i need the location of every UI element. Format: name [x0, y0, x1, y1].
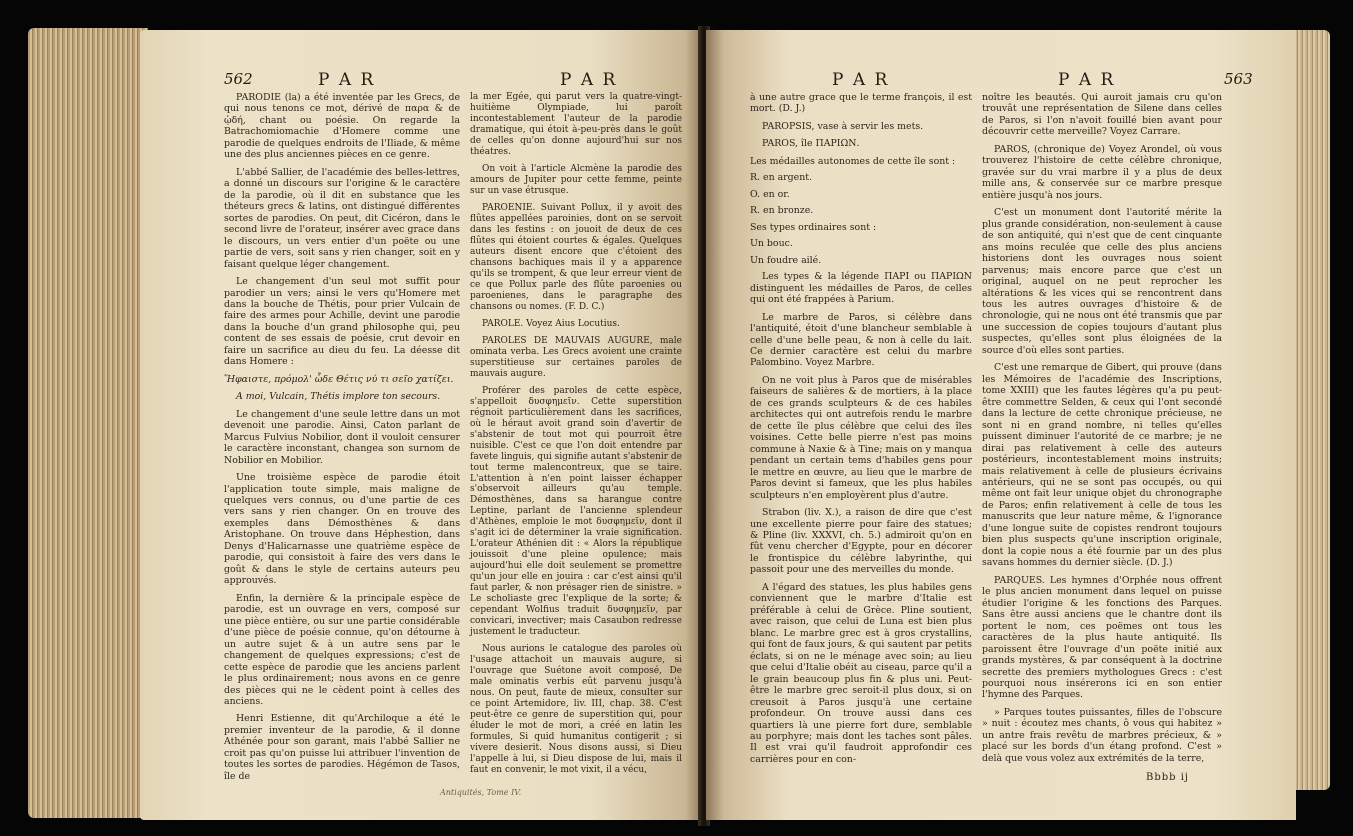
entry-parques: PARQUES. Les hymnes d'Orphée nous offrent le plus ancien monument dans lequel on puisse étudier l'origine & les fonctions des Parques. Sans être aussi anciens que le chantre dont ils portent le nom, ces poëmes ont tous les caractères de la plus haute antiquité. Ils paroissent être l'ouvrage d'un poëte initié aux grands mystères, & par conséquent à la doctrine secrette des premiers mythologues Grecs : c'est pourquoi nous insérerons ici en son entier l'hymne des Parques.: [982, 574, 1222, 701]
entry-parole: PAROLE. Voyez Aius Locutius.: [482, 318, 620, 329]
paragraph: Nous aurions le catalogue des paroles où l'usage attachoit un mauvais augure, si l'ouvrage que Suétone avoit composé, De male ominatis verbis eût parvenu jusqu'à nous. On peut, faute de mieux, consulter sur ce point Artemidore, liv. III, chap. 38. C'est peut-être ce genre de superstition qui, pour éluder le mot de mori, a créé en latin les formules, Si quid humanitus contigerit ; si vivere desierit. Nous disons aussi, si Dieu l'appelle à lui, si Dieu dispose de lui, mais il faut en convenir, le mot vixit, il a vécu,: [470, 644, 682, 776]
left-column-2: [470, 92, 682, 782]
list-item: Un bouc.: [750, 238, 793, 250]
right-column-1: [750, 92, 972, 771]
right-running-head-2: P A R: [1058, 70, 1116, 90]
paragraph: Henri Estienne, dit qu'Archiloque a été le premier inventeur de la parodie, & il donne Athénée pour son garant, mais l'abbé Sallier ne croit pas qu'on puisse lui attribuer l'invention de toutes les sortes de parodies. Hégémon de Tasos, île de: [224, 713, 460, 782]
left-running-head-1: P A R: [318, 70, 376, 90]
paragraph: à une autre grace que le terme françois, il est mort. (D. J.): [750, 92, 972, 115]
entry-paros-chronique: PAROS, (chronique de) Voyez Arondel, où vous trouverez l'histoire de cette célèbre chronique, gravée sur du vrai marbre il y a plus de deux mille ans, & conservée sur ce marbre presque entière jusqu'à nos jours.: [982, 143, 1222, 201]
paragraph: PARODIE (la) a été inventée par les Grecs, de qui nous tenons ce mot, dérivé de παρα & de ᾠδή, chant ou poésie. On regarde la Batrachomiomachie d'Homere comme une parodie de quelques endroits de l'Iliade, & même une des plus anciennes pièces en ce genre.: [224, 92, 460, 161]
paragraph: Le changement d'un seul mot suffit pour parodier un vers; ainsi le vers qu'Homere met dans la bouche de Thétis, pour prier Vulcain de faire des armes pour Achille, devint une parodie dans la bouche d'un grand philosophe qui, peu content de ses essais de poésie, crut devoir en faire un sacrifice au dieu du feu. La déesse dit dans Homere :: [224, 276, 460, 368]
list-item: O. en or.: [750, 188, 790, 200]
list-item: R. en argent.: [750, 172, 812, 184]
right-page-edges: [1290, 30, 1330, 790]
signature-mark: Bbbb ij: [1146, 772, 1190, 783]
list-item: Ses types ordinaires sont :: [750, 221, 877, 233]
left-page: [140, 30, 702, 820]
entry-paros: PAROS, île ΠΑΡΙΩΝ.: [762, 138, 860, 150]
left-page-edges: [28, 28, 148, 818]
paragraph: C'est un monument dont l'autorité mérite la plus grande considération, non-seulement à cause de son antiquité, qui n'est que de cent cinquante ans moins reculée que celle des plus anciens historiens dont les ouvrages nous soient parvenus; mais encore parce que c'est un original, auquel on ne peut reprocher les altérations & les vices qui se rencontrent dans tous les autres ouvrages d'histoire & de chronologie, qui ne nous ont été transmis que par une succession de copies toujours d'autant plus suspectes, qu'elles sont plus éloignées de la source d'où elles sont parties.: [982, 207, 1222, 356]
entry-paroles-de-mauvais-augure: PAROLES DE MAUVAIS AUGURE, male ominata verba. Les Grecs avoient une crainte superstitieuse sur certaines paroles de mauvais augure.: [470, 335, 682, 379]
right-page-number: 563: [1224, 70, 1253, 88]
list-item: Un foudre ailé.: [750, 254, 822, 266]
paragraph: Strabon (liv. X.), a raison de dire que c'est une excellente pierre pour faire des statues; & Pline (liv. XXXVI, ch. 5.) admiroit qu'on en fût venu chercher d'Egypte, pour en décorer le frontispice du célèbre labyrinthe, qui passoit pour une des merveilles du monde.: [750, 507, 972, 576]
paragraph: On ne voit plus à Paros que de misérables faiseurs de salières & de mortiers, à la place de ces grands sculpteurs & de ces habiles architectes qui ont autrefois rendu le marbre de cette île plus célèbre que celui des îles voisines. Cette belle pierre n'est pas moins commune à Naxie & à Tine; mais on y manqua pendant un certain tems d'habiles gens pour le mettre en œuvre, au lieu que le marbre de Paros devint si fameux, que les plus habiles sculpteurs n'en employèrent plus d'autre.: [750, 374, 972, 501]
left-page-number: 562: [224, 70, 253, 88]
paragraph: Une troisième espèce de parodie étoit l'application toute simple, mais maligne de quelques vers connus, ou d'une partie de ces vers sans y rien changer. On en trouve des exemples dans Démosthènes & dans Aristophane. On trouve dans Héphestion, dans Denys d'Halicarnasse une quatrième espèce de parodie, qui consistoit à faire des vers dans le goût & dans le style de certains auteurs peu approuvés.: [224, 472, 460, 587]
left-running-head-2: P A R: [560, 70, 618, 90]
paragraph: Le changement d'une seule lettre dans un mot devenoit une parodie. Ainsi, Caton parlant de Marcus Fulvius Nobilior, dont il vouloit censurer le caractère inconstant, changea son surnom de Nobilior en Mobilior.: [224, 408, 460, 466]
right-page: [706, 30, 1296, 820]
entry-paropsis: PAROPSIS, vase à servir les mets.: [762, 120, 924, 132]
right-running-head-1: P A R: [832, 70, 890, 90]
list-item: Les médailles autonomes de cette île sont :: [750, 155, 956, 167]
paragraph: Les types & la légende ΠΑΡΙ ou ΠΑΡΙΩΝ distinguent les médailles de Paros, de celles qui ont été frappées à Parium.: [750, 271, 972, 306]
paragraph: L'abbé Sallier, de l'académie des belles-lettres, a donné un discours sur l'origine & le caractère de la parodie, où il dit en substance que les théteurs grecs & latins, ont distingué différentes sortes de parodies. On peut, dit Cicéron, dans le second livre de l'orateur, insérer avec grace dans le discours, un vers entier d'un poëte ou une partie de vers, soit sans y rien changer, soit en y faisant quelque léger changement.: [224, 166, 460, 270]
paragraph: On voit à l'article Alcmène la parodie des amours de Jupiter pour cette femme, peinte sur un vase étrusque.: [470, 163, 682, 196]
footer-note: Antiquités, Tome IV.: [440, 788, 522, 797]
paragraph: A l'égard des statues, les plus habiles gens conviennent que le marbre d'Italie est préférable à celui de Grèce. Pline soutient, avec raison, que celui de Luna est bien plus blanc. Le marbre grec est à gros crystallins, qui font de faux jours, & qui sautent par petits éclats, si on ne le ménage avec soin; au lieu que celui d'Italie obéit au ciseau, parce qu'il a le grain beaucoup plus fin & plus uni. Peut-être le marbre grec seroit-il plus doux, si on creusoit à Paros jusqu'à une certaine profondeur. On trouve aussi dans ces quartiers là une pierre fort dure, semblable au porphyre; mais dont les taches sont pâles. Il est vrai qu'il faudroit approfondir ces carrières pour en con-: [750, 581, 972, 765]
hymn-quote: » Parques toutes puissantes, filles de l'obscure » nuit : écoutez mes chants, ô vous qui habitez » un antre frais revêtu de marbres précieux, & » placé sur les bords d'un étang profond. C'est » delà que vous volez aux extrémités de la terre,: [982, 706, 1222, 764]
paragraph: noître les beautés. Qui auroit jamais cru qu'on trouvât une représentation de Silene dans celles de Paros, si l'on n'avoit fouillé bien avant pour découvrir cette merveille? Voyez Carrare.: [982, 92, 1222, 138]
greek-quote: Ἥφαιστε, πρόμολ' ὧδε Θέτις νύ τι σεῖο χατίζει.: [224, 373, 454, 385]
right-column-2: [982, 92, 1222, 770]
left-column-1: [224, 92, 460, 788]
paragraph: la mer Egée, qui parut vers la quatre-vingt-huitième Olympiade, lui paroît incontestablement l'auteur de la parodie dramatique, qui étoit à-peu-près dans le goût de celles qu'on donne aujourd'hui sur nos théatres.: [470, 92, 682, 157]
paragraph: Enfin, la dernière & la principale espèce de parodie, est un ouvrage en vers, composé sur une pièce entière, ou sur une partie considérable d'une pièce de poésie connue, qu'on détourne à un autre sujet & à un autre sens par le changement de quelques expressions; c'est de cette espèce de parodie que les anciens parlent le plus ordinairement; nous avons en ce genre des pièces qui ne le cèdent point à celles des anciens.: [224, 592, 460, 707]
paragraph: Proférer des paroles de cette espèce, s'appelloit δυσφημεῖν. Cette superstition régnoit particulièrement dans les sacrifices, où le héraut avoit grand soin d'avertir de s'abstenir de tout mot qui pourroit être nuisible. C'est ce que l'on doit entendre par favete linguis, qui signifie autant s'abstenir de tout terme malencontreux, que se taire. L'attention à n'en point laisser échapper s'observoit ailleurs qu'au temple. Démosthènes, dans sa harangue contre Leptine, parlant de l'ancienne splendeur d'Athènes, emploie le mot δυσφημεῖν, dont il s'agit ici de déterminer la vraie signification. L'orateur Athénien dit : « Alors la république jouissoit d'une pleine opulence; mais aujourd'hui elle doit seulement se promettre qu'un jour elle en jouira : car c'est ainsi qu'il faut parler, & non présager rien de sinistre. » Le scholiaste grec l'explique de la sorte; & cependant Wolfius traduit δυσφημεῖν, par convicari, invectiver; mais Casaubon redresse justement le traducteur.: [470, 385, 682, 638]
quote-translation: A moi, Vulcain, Thétis implore ton secours.: [236, 391, 441, 403]
list-item: R. en bronze.: [750, 205, 814, 217]
paragraph: C'est une remarque de Gibert, qui prouve (dans les Mémoires de l'académie des Inscriptions, tome XXIII) que les fautes légères qu'a pu peut-être commettre Selden, & ceux qui l'ont secondé dans la lecture de cette chronique précieuse, ne sont ni en grand nombre, ni telles qu'elles puissent diminuer l'autorité de ce marbre; je ne dirai pas relativement à celle des auteurs postérieurs, incontestablement moins instruits; mais relativement à celle de plusieurs écrivains antérieurs, qui ne se sont pas occupés, ou qui même ont fait leur unique objet du chronographe de Paros; enfin relativement à celle de tous les manuscrits que leur nature même, & l'ignorance d'une longue suite de copistes rendront toujours bien plus suspects qu'une inscription originale, dont la copie nous a été fournie par un des plus savans hommes du dernier siècle. (D. J.): [982, 362, 1222, 569]
paragraph: Le marbre de Paros, si célèbre dans l'antiquité, étoit d'une blancheur semblable à celle d'une belle peau, & non à celle du lait. Ce dernier caractère est celui du marbre Palombino. Voyez Marbre.: [750, 311, 972, 369]
entry-paroenie: PAROENIE. Suivant Pollux, il y avoit des flûtes appellées paroinies, dont on se servoit dans les festins : on jouoit de deux de ces flûtes qui étoient courtes & égales. Quelques auteurs disent encore que c'étoient des chansons bachiques mais il y a apparence qu'ils se trompent, & que leur erreur vient de ce que Pollux parle des flûte paroenies ou paroenienes, dans le paragraphe des chansons ou nomes. (F. D. C.): [470, 202, 682, 312]
